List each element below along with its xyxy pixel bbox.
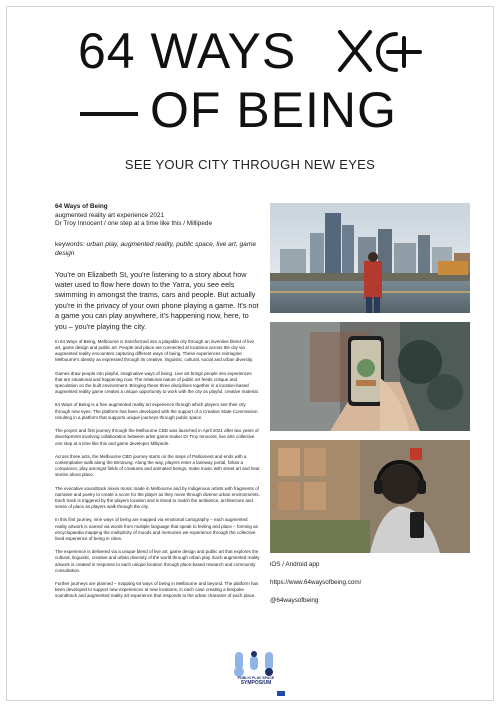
subtitle: SEE YOUR CITY THROUGH NEW EYES — [124, 157, 376, 172]
lead-paragraph: You're on Elizabeth St, you're listening to a story about how water used to flow here down to the Yarra, you see eels swimming in amongst the trams, cars and people. But actually you're in the privacy of your own phone playing a game. It's not a game you can play anywhere, it's happening now, here, to you – you're playing the city. — [55, 269, 259, 331]
keywords-label: keywords: — [55, 240, 85, 248]
eu-flag-icon — [277, 691, 285, 696]
paragraph: 64 Ways of Being is a free augmented reality art experience through which players see their city through new eyes. The platform has been developed with the support of a Creative State Commission resulting in a platform that supports unique journeys through public space. — [55, 402, 258, 420]
title-dash — [80, 112, 138, 116]
photo-city-skyline — [270, 203, 470, 313]
project-type: augmented reality art experience 2021 — [55, 211, 165, 219]
left-column — [55, 203, 260, 600]
keywords — [55, 241, 260, 259]
app-label: iOS / Android app — [270, 561, 320, 568]
paragraph: Further journeys are planned – mapping 64 ways of being in Melbourne and beyond. The platform has been developed to support new experiences at new locations, in each case creating a bespoke soundtrack and augmented reality art experience that responds to the urban character of each place. — [55, 580, 259, 599]
paragraph: Across three acts, the Melbourne CBD journey starts on the steps of Parliament and ends with a contemplative walk along the Birrarung. Along the way, players enter a laneway portal, follow a companion, play amongst fields of creatures and animated beings, make music with street art and hear stories about place. — [55, 453, 260, 478]
title-line-2: OF BEING — [150, 82, 397, 138]
photo-listening-headphones — [270, 440, 470, 553]
title-line-1: 64 WAYS — [78, 23, 297, 79]
paragraph: The experience is delivered via a unique blend of live art, game design and public art that explores the cultural, linguistic, creative and urban diversity of the world through urban play. Each augmented reality artwork is created in response to each unique location through place-based research and community consultation. — [55, 549, 260, 573]
logo-line-1: PUBLIC PLAY SPACE — [237, 676, 275, 680]
social-handle[interactable]: @64waysofbeing — [270, 597, 319, 605]
paragraph: In 64 Ways of Being, Melbourne is transformed into a playable city through an inventive blend of live art, game design and public art. People and place are connected at locations across the city via augmented reality encounters capturing different ways of being. These experiences reimagine Melbourne's identity as expressed through its creative, linguistic, cultural, social and urban diversity. — [55, 338, 254, 363]
paragraph: Games draw people into playful, imaginative ways of being. Live art brings people into experiences that are situational and happening now. The relational nature of public art feeds critique and speculation on the built environment. Bringing these three disciplines together in a location-based augmented reality game creates a unique opportunity to work with the city as playful, creative material. — [55, 370, 259, 395]
paragraph: The project and first journey through the Melbourne CBD was launched in April 2021 after two years of development involving collaboration between artist game-maker Dr Troy Innocent, live arts collective one step at a time like this and game developer Millipede. — [55, 428, 259, 446]
paragraph: The evocative soundtrack mixes music made in Melbourne and by Indigenous artists with fragments of narrative and poetry to create a score for the player as they move through diverse urban environments. Each track is triggered by the players location and is timed to match the ambience, architecture and sense of place as players walk through the city. — [55, 485, 260, 510]
logo-glyph-icon — [336, 26, 422, 80]
photo-phone-in-hand — [270, 322, 470, 431]
paragraph: In this first journey, nine ways of being are mapped via emotional cartography – each augmented reality artwork is named via words from multiple language that speak to feeling and place – forming an encyclopaedia mapping the multiplicity of moods and memories we experience through the collective lived experience of being in cities. — [55, 517, 259, 541]
logo-line-2: SYMPOSIUM — [240, 680, 272, 687]
symposium-logo-text — [226, 676, 286, 686]
website-link[interactable]: https://www.64waysofbeing.com/ — [270, 579, 362, 587]
symposium-logo-icon — [225, 650, 285, 698]
keywords-values: urban play, augmented reality, public space, live art, game design — [55, 240, 256, 257]
project-name: 64 Ways of Being — [55, 203, 108, 210]
project-credit: Dr Troy Innocent / one step at a time like this / Millipede — [55, 220, 212, 228]
links-block — [270, 561, 470, 616]
